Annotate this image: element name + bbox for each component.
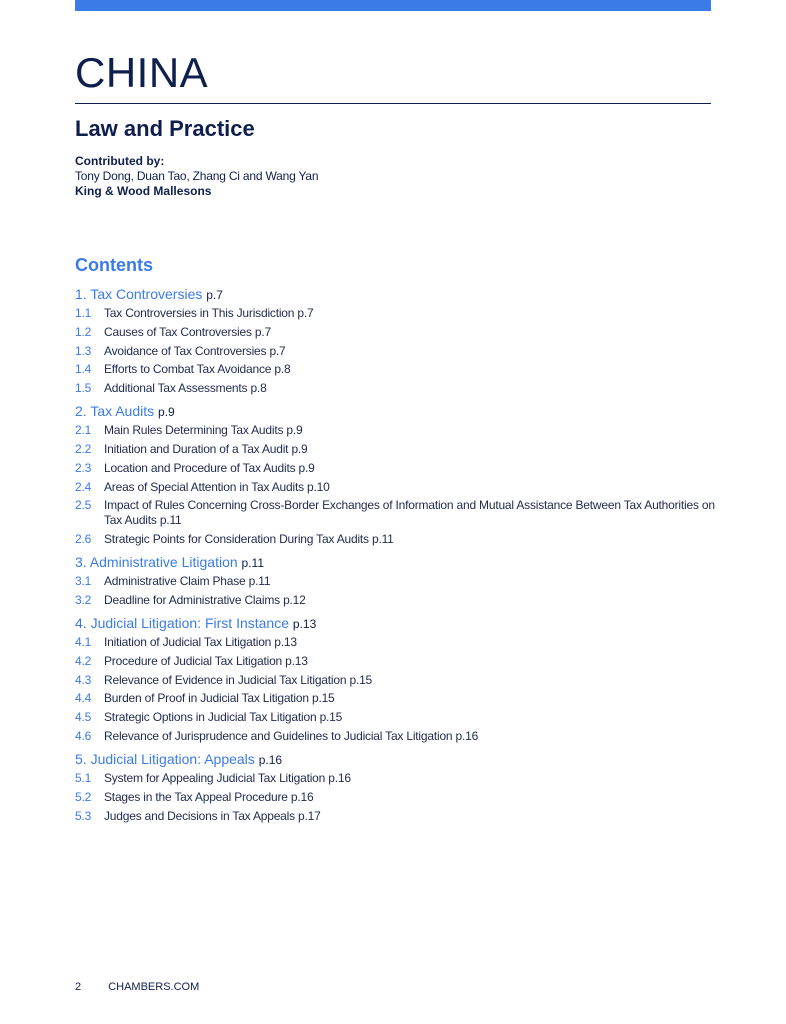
toc-item-number: 2.1 xyxy=(75,423,92,438)
toc-item[interactable] xyxy=(75,325,715,340)
toc-item[interactable] xyxy=(75,809,715,824)
toc-section-title[interactable] xyxy=(75,553,715,572)
toc-item-number: 5.1 xyxy=(75,770,92,785)
toc-item-text: Location and Procedure of Tax Audits p.9 xyxy=(104,460,315,475)
toc-section-page: p.9 xyxy=(158,405,175,420)
toc-item[interactable] xyxy=(75,593,715,608)
country-title: CHINA xyxy=(75,49,209,96)
toc-section-title-text: 4. Judicial Litigation: First Instance xyxy=(75,614,289,631)
toc-item[interactable] xyxy=(75,423,715,438)
toc-item-number: 2.2 xyxy=(75,441,92,456)
toc-item-text: Initiation of Judicial Tax Litigation p.13 xyxy=(104,634,297,649)
toc-item-text: System for Appealing Judicial Tax Litigation p.16 xyxy=(104,770,351,785)
toc-item[interactable] xyxy=(75,381,715,396)
toc-item-number: 3.1 xyxy=(75,574,92,589)
toc-section-title[interactable] xyxy=(75,285,715,304)
toc-section-title[interactable] xyxy=(75,614,715,633)
toc-section-title[interactable] xyxy=(75,750,715,769)
toc-item-text: Additional Tax Assessments p.8 xyxy=(104,381,267,396)
toc-section xyxy=(75,750,715,824)
toc-item-number: 4.2 xyxy=(75,653,92,668)
toc-item[interactable] xyxy=(75,498,715,528)
toc-item-text: Avoidance of Tax Controversies p.7 xyxy=(104,343,286,358)
toc-item[interactable] xyxy=(75,673,715,688)
toc-section-title-text: 2. Tax Audits xyxy=(75,403,155,420)
authors-list: Tony Dong, Duan Tao, Zhang Ci and Wang Yan xyxy=(75,169,319,183)
toc-item-number: 4.5 xyxy=(75,710,92,725)
toc-item-number: 2.6 xyxy=(75,532,92,547)
toc-item-number: 2.5 xyxy=(75,498,92,513)
toc-item-number: 4.4 xyxy=(75,691,92,706)
toc-item-text: Deadline for Administrative Claims p.12 xyxy=(104,592,306,607)
page-footer xyxy=(75,980,199,994)
toc-item-number: 1.1 xyxy=(75,306,92,320)
toc-item-text: Relevance of Jurisprudence and Guidelines to Judicial Tax Litigation p.16 xyxy=(104,728,479,743)
page-subtitle: Law and Practice xyxy=(75,116,255,141)
contents-heading: Contents xyxy=(75,255,153,275)
toc-section-page: p.16 xyxy=(258,752,283,767)
toc-item-text: Causes of Tax Controversies p.7 xyxy=(104,324,271,339)
toc-item[interactable] xyxy=(75,362,715,377)
toc-item-text: Judges and Decisions in Tax Appeals p.17 xyxy=(104,808,321,823)
site-link[interactable]: CHAMBERS.COM xyxy=(108,981,200,993)
firm-name: King & Wood Mallesons xyxy=(75,184,212,198)
toc-item-text: Tax Controversies in This Jurisdiction p.7 xyxy=(104,306,314,320)
toc-item-text: Impact of Rules Concerning Cross-Border Exchanges of Information and Mutual Assistance Between Tax Authorities on Tax Audits p.11 xyxy=(104,498,715,528)
toc-section-title[interactable] xyxy=(75,402,715,421)
toc-item-number: 2.3 xyxy=(75,460,92,475)
toc-section xyxy=(75,553,715,608)
toc-item-number: 1.5 xyxy=(75,381,92,396)
toc-item-number: 1.3 xyxy=(75,343,92,358)
toc-section-page: p.11 xyxy=(241,556,264,571)
toc-item[interactable] xyxy=(75,574,715,589)
toc-item-number: 2.4 xyxy=(75,479,92,494)
toc-item[interactable] xyxy=(75,729,715,744)
table-of-contents xyxy=(75,285,715,830)
toc-item[interactable] xyxy=(75,461,715,476)
toc-item-text: Administrative Claim Phase p.11 xyxy=(104,574,271,589)
toc-section xyxy=(75,402,715,547)
toc-section-title-text: 5. Judicial Litigation: Appeals xyxy=(75,750,255,767)
toc-section xyxy=(75,614,715,744)
toc-section-page: p.13 xyxy=(292,616,317,631)
contributed-label: Contributed by: xyxy=(75,154,165,168)
toc-section-title-text: 3. Administrative Litigation xyxy=(75,554,238,571)
toc-item-text: Strategic Options in Judicial Tax Litigation p.15 xyxy=(104,710,343,725)
title-divider xyxy=(75,103,711,104)
toc-item[interactable] xyxy=(75,691,715,706)
toc-item-text: Stages in the Tax Appeal Procedure p.16 xyxy=(104,789,314,804)
toc-item[interactable] xyxy=(75,442,715,457)
toc-item-text: Areas of Special Attention in Tax Audits p.10 xyxy=(104,479,330,494)
toc-item-text: Efforts to Combat Tax Avoidance p.8 xyxy=(104,362,291,377)
toc-item-number: 5.3 xyxy=(75,808,92,823)
toc-item[interactable] xyxy=(75,306,715,321)
toc-item-number: 4.3 xyxy=(75,672,92,687)
toc-item-text: Main Rules Determining Tax Audits p.9 xyxy=(104,423,303,438)
toc-item-number: 5.2 xyxy=(75,789,92,804)
toc-item-number: 1.2 xyxy=(75,324,92,339)
toc-item[interactable] xyxy=(75,790,715,805)
toc-item-number: 4.1 xyxy=(75,634,92,649)
toc-item[interactable] xyxy=(75,654,715,669)
toc-section-title-text: 1. Tax Controversies xyxy=(75,286,203,302)
toc-item[interactable] xyxy=(75,344,715,359)
toc-item[interactable] xyxy=(75,771,715,786)
toc-item-number: 3.2 xyxy=(75,592,92,607)
toc-item-text: Initiation and Duration of a Tax Audit p.9 xyxy=(104,441,308,456)
toc-item[interactable] xyxy=(75,635,715,650)
toc-item-text: Procedure of Judicial Tax Litigation p.13 xyxy=(104,653,308,668)
contributors-block xyxy=(75,154,318,199)
top-accent-bar xyxy=(75,0,711,11)
toc-item-text: Relevance of Evidence in Judicial Tax Litigation p.15 xyxy=(104,672,373,687)
toc-item[interactable] xyxy=(75,532,715,547)
toc-item-number: 1.4 xyxy=(75,362,92,377)
page-number: 2 xyxy=(75,981,82,993)
toc-item[interactable] xyxy=(75,710,715,725)
toc-item[interactable] xyxy=(75,480,715,495)
toc-section xyxy=(75,285,715,396)
toc-section-page: p.7 xyxy=(206,288,223,302)
toc-item-number: 4.6 xyxy=(75,728,92,743)
toc-item-text: Burden of Proof in Judicial Tax Litigation p.15 xyxy=(104,691,335,706)
toc-item-text: Strategic Points for Consideration During Tax Audits p.11 xyxy=(104,532,394,547)
